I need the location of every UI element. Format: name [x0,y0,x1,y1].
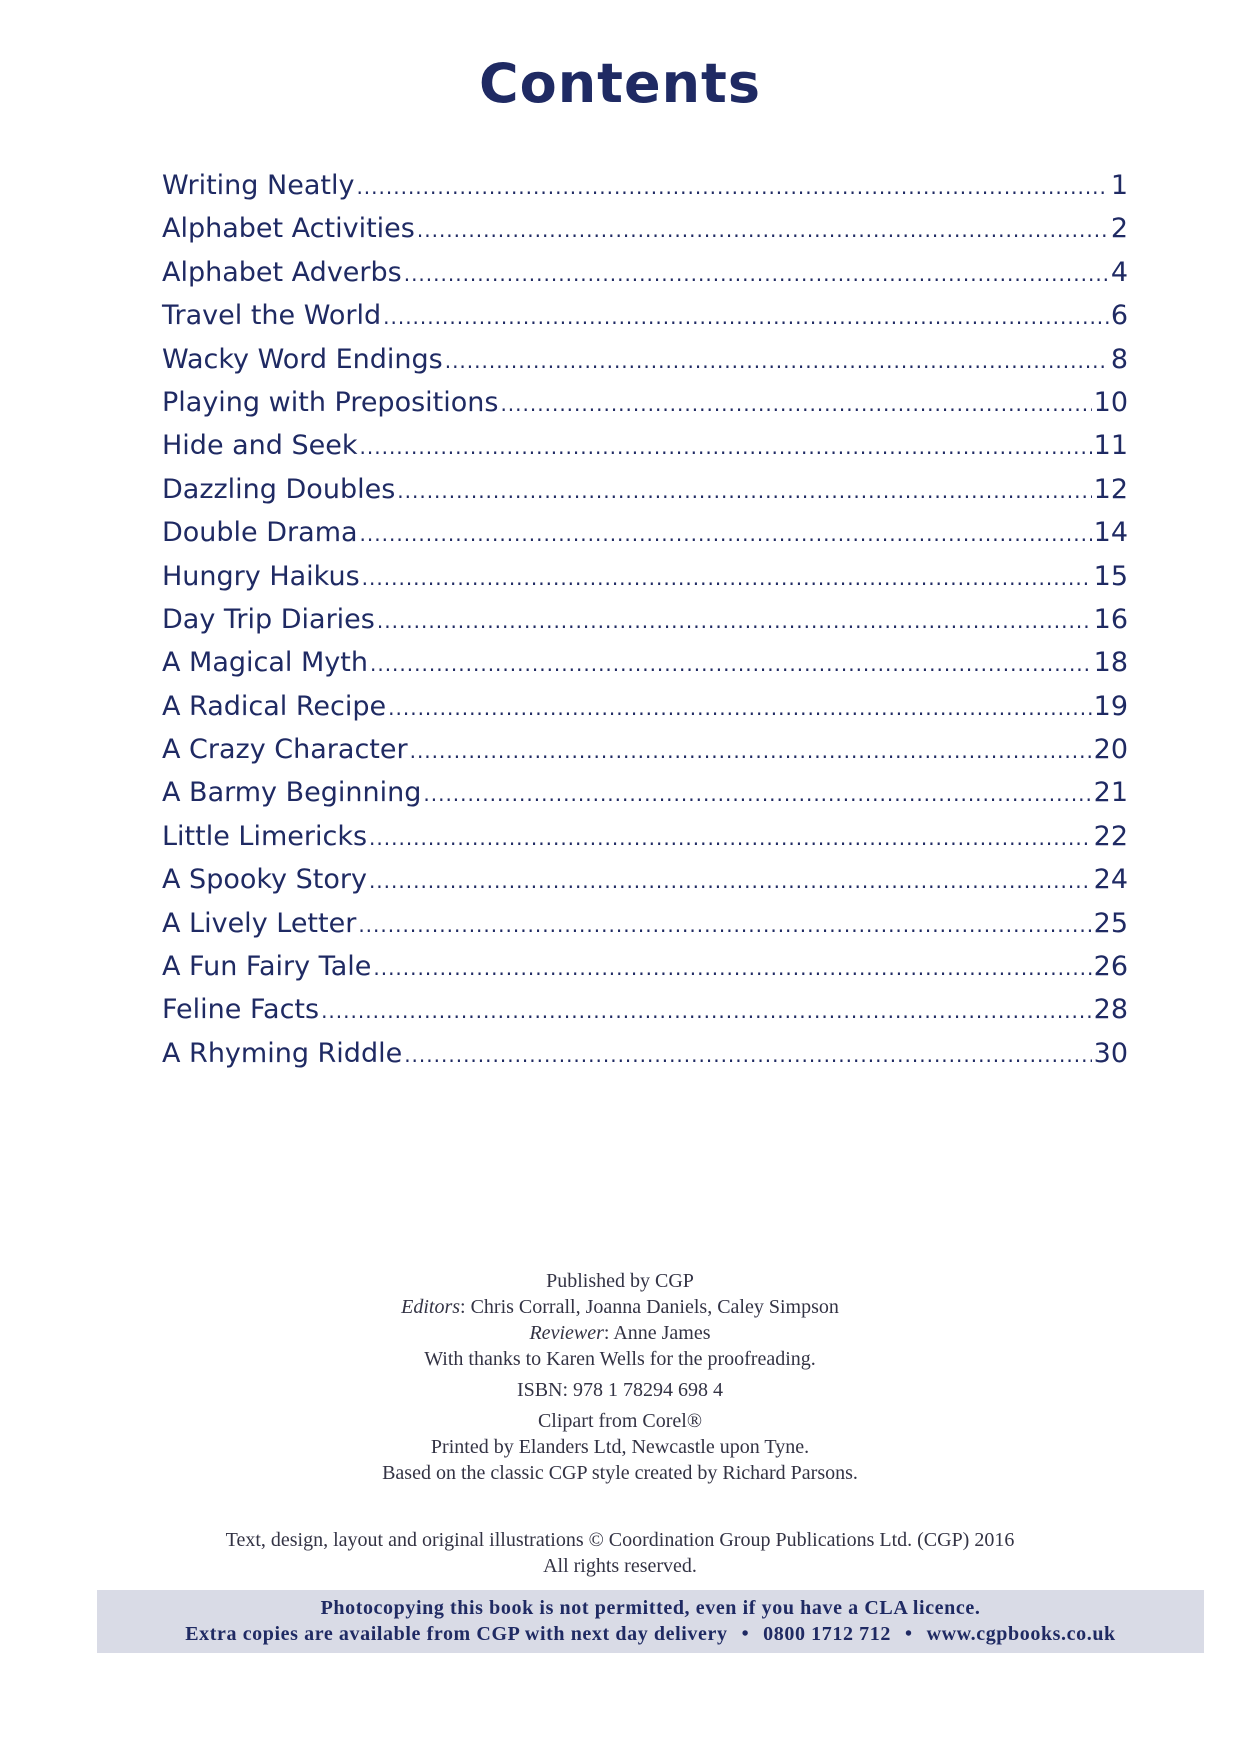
clipart-credit: Clipart from Corel® [537,1410,703,1432]
toc-entry-title: A Rhyming Riddle [162,1037,403,1069]
copyright-line: Text, design, layout and original illustrations © Coordination Group Publications Ltd. (CGP) 2016 [225,1529,1015,1551]
published-by: Published by CGP [546,1270,694,1292]
toc-entry [162,728,1128,771]
toc-entry [162,164,1128,207]
toc-dot-leader [404,1034,1091,1077]
toc-dot-leader [383,296,1109,339]
toc-page-number: 1 [1110,170,1128,201]
rights-reserved: All rights reserved. [543,1555,697,1577]
toc-entry [162,902,1128,945]
editors-label: Editors [401,1296,461,1318]
style-credit: Based on the classic CGP style created by Richard Parsons. [382,1462,858,1484]
toc-dot-leader [360,426,1092,469]
toc-entry [162,641,1128,684]
toc-entry-title: A Barmy Beginning [162,777,422,809]
toc-entry-title: Alphabet Activities [162,213,415,245]
phone-number: 0800 1712 712 [763,1623,891,1645]
bullet-separator: • [904,1623,913,1645]
toc-page-number: 16 [1093,603,1128,635]
printer-credit: Printed by Elanders Ltd, Newcastle upon Tyne. [430,1436,810,1458]
toc-page-number: 24 [1093,864,1128,896]
toc-dot-leader [397,470,1091,513]
toc-entry-title: A Magical Myth [162,647,368,679]
copyright-notice [0,1527,1240,1579]
toc-entry-title: Double Drama [162,517,358,549]
publication-credits [0,1268,1240,1486]
toc-entry [162,685,1128,728]
toc-page-number: 26 [1093,951,1128,983]
reviewer-line [0,1320,1240,1346]
toc-dot-leader [373,947,1091,990]
isbn: ISBN: 978 1 78294 698 4 [516,1379,724,1401]
toc-dot-leader [369,817,1092,860]
toc-dot-leader [445,340,1109,383]
toc-entry [162,771,1128,814]
toc-dot-leader [377,600,1092,643]
toc-dot-leader [410,730,1092,773]
toc-page-number: 8 [1110,343,1128,375]
toc-dot-leader [358,904,1091,947]
toc-entry [162,598,1128,641]
website-url: www.cgpbooks.co.uk [926,1623,1116,1645]
toc-dot-leader [356,166,1108,209]
toc-entry-title: A Fun Fairy Tale [162,951,372,983]
toc-entry [162,468,1128,511]
toc-entry-title: Dazzling Doubles [162,473,396,505]
toc-page-number: 15 [1093,560,1128,592]
toc-entry-title: Hungry Haikus [162,560,360,592]
toc-entry-title: Travel the World [162,300,382,332]
toc-entry [162,511,1128,554]
table-of-contents [162,164,1128,1075]
toc-entry [162,1032,1128,1075]
editors-line [0,1294,1240,1320]
bullet-separator: • [741,1623,750,1645]
toc-entry [162,555,1128,598]
reviewer-label: Reviewer [529,1322,604,1344]
extra-copies-text: Extra copies are available from CGP with next day delivery [185,1623,728,1645]
toc-entry [162,294,1128,337]
toc-page-number: 18 [1093,647,1128,679]
toc-page-number: 28 [1093,994,1128,1026]
toc-page-number: 30 [1093,1037,1128,1069]
toc-entry [162,424,1128,467]
toc-entry [162,338,1128,381]
toc-page-number: 22 [1093,820,1128,852]
toc-entry-title: Little Limericks [162,820,368,852]
toc-page-number: 21 [1093,777,1128,809]
toc-page-number: 12 [1093,473,1128,505]
toc-page-number: 2 [1110,213,1128,245]
toc-dot-leader [500,383,1091,426]
toc-entry-title: Feline Facts [162,994,320,1026]
toc-dot-leader [388,687,1092,730]
toc-page-number: 11 [1093,430,1128,462]
toc-entry-title: A Radical Recipe [162,690,387,722]
toc-entry-title: Day Trip Diaries [162,603,375,635]
toc-entry-title: Writing Neatly [162,170,355,201]
toc-entry-title: Playing with Prepositions [162,386,499,418]
toc-page-number: 25 [1093,907,1128,939]
toc-dot-leader [321,990,1092,1033]
toc-page-number: 19 [1093,690,1128,722]
toc-entry-title: A Spooky Story [162,864,367,896]
toc-entry-title: A Crazy Character [162,734,408,766]
toc-dot-leader [362,557,1092,600]
extra-copies-line [97,1621,1204,1647]
toc-entry [162,858,1128,901]
toc-entry [162,207,1128,250]
toc-dot-leader [370,643,1092,686]
toc-entry-title: A Lively Letter [162,907,357,939]
toc-page-number: 6 [1110,300,1128,332]
toc-dot-leader [423,773,1091,816]
photocopy-warning: Photocopying this book is not permitted, even if you have a CLA licence. [320,1597,981,1619]
toc-entry [162,815,1128,858]
reviewer-name: : Anne James [603,1322,711,1344]
toc-page-number: 10 [1093,386,1128,418]
toc-dot-leader [369,860,1092,903]
toc-entry-title: Alphabet Adverbs [162,256,402,288]
toc-page-number: 4 [1110,256,1128,288]
toc-page-number: 20 [1093,734,1128,766]
toc-entry-title: Hide and Seek [162,430,358,462]
editors-names: : Chris Corrall, Joanna Daniels, Caley Simpson [460,1296,839,1318]
toc-dot-leader [404,253,1109,296]
toc-entry [162,381,1128,424]
toc-dot-leader [417,209,1109,252]
thanks-line: With thanks to Karen Wells for the proofreading. [424,1348,816,1370]
toc-dot-leader [360,513,1092,556]
page-title: Contents [478,52,761,115]
toc-entry-title: Wacky Word Endings [162,343,443,375]
toc-entry [162,988,1128,1031]
toc-entry [162,251,1128,294]
toc-page-number: 14 [1093,517,1128,549]
photocopy-notice-banner [97,1590,1204,1653]
toc-entry [162,945,1128,988]
